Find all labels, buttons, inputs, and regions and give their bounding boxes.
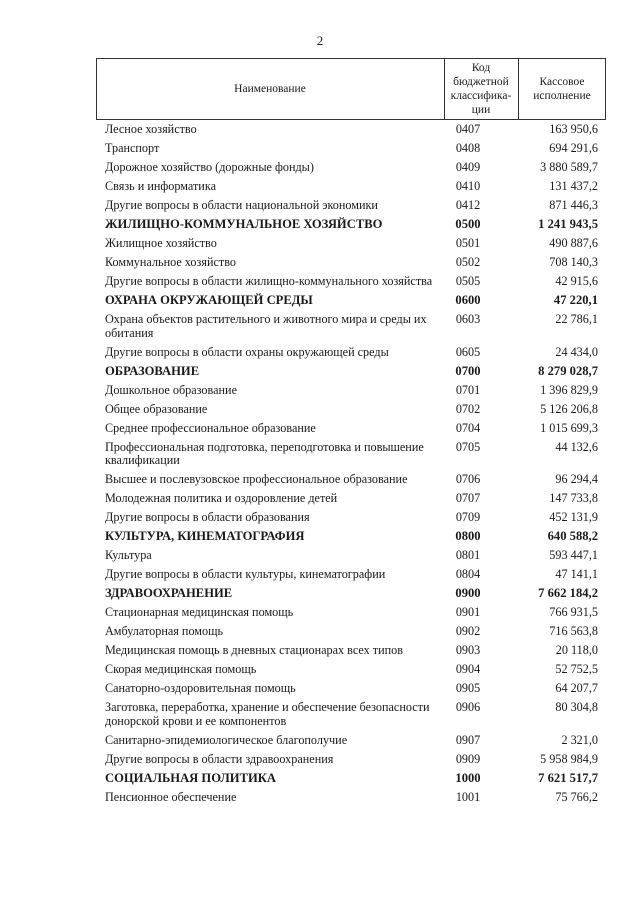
row-name: Высшее и послевузовское профессиональное образование [105, 472, 408, 486]
table-row [0, 489, 640, 508]
row-amount: 22 786,1 [555, 312, 598, 326]
row-code: 0502 [455, 255, 481, 269]
row-name: Охрана объектов растительного и животного мира и среды их обитания [105, 312, 427, 340]
row-amount: 20 118,0 [555, 643, 598, 657]
row-name: СОЦИАЛЬНАЯ ПОЛИТИКА [105, 770, 276, 785]
row-amount: 5 958 984,9 [540, 751, 598, 766]
row-amount: 7 662 184,2 [538, 586, 598, 600]
row-code: 0901 [455, 605, 481, 619]
row-amount: 1 015 699,3 [540, 420, 598, 435]
row-code: 0907 [455, 732, 481, 747]
row-name: Молодежная политика и оздоровление детей [105, 491, 338, 505]
table-row [0, 177, 640, 196]
row-name: Культура [105, 548, 152, 562]
table-row [0, 679, 640, 698]
row-amount: 871 446,3 [549, 198, 598, 212]
row-code: 0709 [455, 510, 481, 524]
row-code: 0407 [455, 122, 481, 136]
row-name: Другие вопросы в области здравоохранения [105, 751, 334, 766]
row-code: 0605 [455, 344, 481, 359]
row-name: Другие вопросы в области охраны окружающей среды [105, 344, 389, 359]
section-row [0, 527, 640, 546]
row-name: Медицинская помощь в дневных стационарах всех типов [105, 643, 403, 657]
row-name: Жилищное хозяйство [105, 236, 217, 250]
row-name: Амбулаторная помощь [105, 624, 224, 638]
section-row [0, 362, 640, 381]
row-name: Пенсионное обеспечение [105, 789, 237, 804]
row-amount: 490 887,6 [549, 236, 598, 250]
table-header [96, 58, 606, 120]
row-name: ЗДРАВООХРАНЕНИЕ [105, 586, 233, 600]
row-name: Лесное хозяйство [105, 122, 197, 136]
row-name: Стационарная медицинская помощь [105, 605, 294, 619]
row-code: 1000 [455, 770, 481, 785]
table-row [0, 234, 640, 253]
row-amount: 3 880 589,7 [540, 160, 598, 174]
row-amount: 131 437,2 [549, 179, 598, 193]
header-code: Код бюджетной классифика-ции [450, 62, 512, 116]
row-amount: 75 766,2 [555, 789, 598, 804]
row-code: 0903 [455, 643, 481, 657]
table-row [0, 660, 640, 679]
row-amount: 1 396 829,9 [540, 382, 598, 397]
row-name: Дошкольное образование [105, 382, 237, 397]
row-code: 0800 [455, 529, 481, 543]
row-amount: 64 207,7 [555, 681, 598, 695]
table-row [0, 788, 640, 807]
row-code: 0705 [455, 439, 481, 454]
row-code: 0909 [455, 751, 481, 766]
table-row [0, 438, 640, 471]
row-code: 0500 [455, 217, 481, 231]
header-amount: Кассовое исполнение [533, 76, 591, 102]
section-row [0, 769, 640, 788]
row-amount: 52 752,5 [555, 662, 598, 676]
table-row [0, 158, 640, 177]
page-number: 2 [316, 33, 324, 48]
row-code: 0905 [455, 681, 481, 695]
row-name: Общее образование [105, 401, 208, 416]
table-row [0, 508, 640, 527]
row-code: 0600 [455, 293, 481, 307]
table-row [0, 400, 640, 419]
table-row [0, 565, 640, 584]
table-row [0, 343, 640, 362]
table-row [0, 196, 640, 215]
row-code: 0801 [455, 548, 481, 562]
row-amount: 8 279 028,7 [538, 363, 598, 378]
row-amount: 47 220,1 [553, 293, 598, 307]
row-code: 0902 [455, 624, 481, 638]
row-amount: 1 241 943,5 [538, 217, 598, 231]
row-code: 0900 [455, 586, 481, 600]
row-amount: 716 563,8 [549, 624, 598, 638]
table-row [0, 419, 640, 438]
table-row [0, 381, 640, 400]
row-amount: 640 588,2 [547, 529, 598, 543]
table-row [0, 253, 640, 272]
table-body [0, 120, 640, 807]
header-name: Наименование [234, 83, 306, 95]
row-amount: 96 294,4 [555, 472, 598, 486]
row-amount: 47 141,1 [555, 567, 598, 581]
table-row [0, 546, 640, 565]
row-amount: 24 434,0 [555, 344, 598, 359]
row-name: Транспорт [105, 141, 160, 155]
row-code: 1001 [455, 789, 481, 804]
row-name: Санитарно-эпидемиологическое благополучие [105, 732, 348, 747]
row-name: Заготовка, переработка, хранение и обеспечение безопасности донорской крови и ее компонентов [105, 700, 430, 728]
row-amount: 708 140,3 [549, 255, 598, 269]
row-code: 0501 [455, 236, 481, 250]
row-name: Другие вопросы в области образования [105, 510, 310, 524]
table-row [0, 272, 640, 291]
row-code: 0906 [455, 700, 481, 714]
row-amount: 2 321,0 [561, 732, 598, 747]
table-row [0, 622, 640, 641]
row-code: 0904 [455, 662, 481, 676]
table-row [0, 470, 640, 489]
row-code: 0412 [455, 198, 481, 212]
section-row [0, 291, 640, 310]
row-code: 0409 [455, 160, 481, 174]
row-amount: 593 447,1 [549, 548, 598, 562]
row-name: Санаторно-оздоровительная помощь [105, 681, 296, 695]
row-code: 0706 [455, 472, 481, 486]
row-code: 0700 [455, 363, 481, 378]
row-name: Другие вопросы в области национальной экономики [105, 198, 378, 212]
table-row [0, 603, 640, 622]
section-row [0, 584, 640, 603]
row-amount: 42 915,6 [555, 274, 598, 288]
row-amount: 694 291,6 [549, 141, 598, 155]
row-code: 0410 [455, 179, 481, 193]
table-row [0, 750, 640, 769]
row-code: 0707 [455, 491, 481, 505]
row-name: ЖИЛИЩНО-КОММУНАЛЬНОЕ ХОЗЯЙСТВО [105, 217, 383, 231]
row-code: 0702 [455, 401, 481, 416]
row-name: Связь и информатика [105, 179, 216, 193]
row-name: ОХРАНА ОКРУЖАЮЩЕЙ СРЕДЫ [105, 293, 313, 307]
section-row [0, 215, 640, 234]
row-code: 0408 [455, 141, 481, 155]
row-code: 0701 [455, 382, 481, 397]
row-code: 0603 [455, 312, 481, 326]
row-name: Скорая медицинская помощь [105, 662, 257, 676]
table-row [0, 731, 640, 750]
row-amount: 44 132,6 [555, 439, 598, 454]
row-code: 0804 [455, 567, 481, 581]
row-amount: 766 931,5 [549, 605, 598, 619]
row-code: 0704 [455, 420, 481, 435]
row-name: Дорожное хозяйство (дорожные фонды) [105, 160, 314, 174]
table-row [0, 641, 640, 660]
table-row [0, 310, 640, 343]
table-row [0, 139, 640, 158]
row-amount: 452 131,9 [549, 510, 598, 524]
row-amount: 80 304,8 [555, 700, 598, 714]
row-amount: 7 621 517,7 [538, 770, 598, 785]
row-amount: 147 733,8 [549, 491, 598, 505]
table-row [0, 698, 640, 731]
row-name: Другие вопросы в области культуры, кинематографии [105, 567, 386, 581]
row-name: ОБРАЗОВАНИЕ [105, 363, 200, 378]
row-name: КУЛЬТУРА, КИНЕМАТОГРАФИЯ [105, 529, 305, 543]
row-code: 0505 [455, 274, 481, 288]
row-name: Другие вопросы в области жилищно-коммунального хозяйства [105, 274, 433, 288]
row-name: Профессиональная подготовка, переподготовка и повышение квалификации [105, 439, 424, 467]
row-amount: 163 950,6 [549, 122, 598, 136]
row-name: Коммунальное хозяйство [105, 255, 236, 269]
row-amount: 5 126 206,8 [540, 401, 598, 416]
row-name: Среднее профессиональное образование [105, 420, 316, 435]
table-row [0, 120, 640, 139]
